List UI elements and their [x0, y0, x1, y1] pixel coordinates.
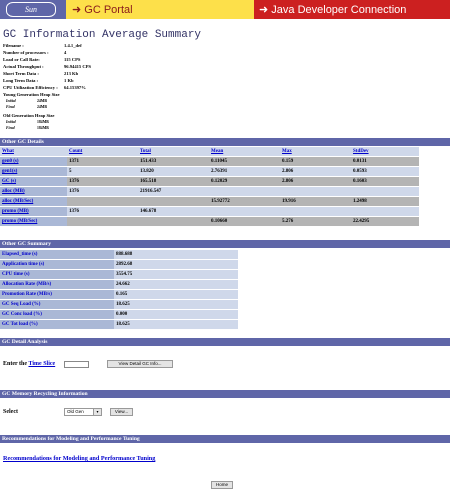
cell	[351, 187, 419, 197]
table-row	[0, 290, 238, 300]
section-other-gc-details: Other GC Details	[0, 138, 450, 146]
portal-nav[interactable]	[66, 0, 254, 19]
row-label-link[interactable]: promo (MB)	[2, 209, 29, 214]
time-slice-prefix: Enter the	[3, 361, 28, 367]
col-total[interactable]: Total	[138, 147, 209, 157]
table-row	[0, 260, 238, 270]
recommendations-link[interactable]: Recommendations for Modeling and Performance Tuning	[3, 455, 156, 462]
section-gc-detail-analysis: GC Detail Analysis	[0, 338, 450, 346]
summary-value: 18.625	[114, 300, 238, 310]
table-row	[0, 250, 238, 260]
col-count[interactable]: Count	[67, 147, 138, 157]
col-what[interactable]: What	[0, 147, 67, 157]
table-row	[0, 197, 419, 207]
sun-logo: Sun	[6, 2, 56, 17]
summary-label: GC Conc load (%)	[0, 310, 114, 320]
cell: 146.678	[138, 207, 209, 217]
col-max[interactable]: Max	[280, 147, 351, 157]
cell: 0.0593	[351, 167, 419, 177]
section-other-gc-summary: Other GC Summary	[0, 240, 450, 248]
cell: 13.820	[138, 167, 209, 177]
cell: 0.159	[280, 157, 351, 167]
table-row	[0, 310, 238, 320]
cell	[280, 207, 351, 217]
table-row	[0, 280, 238, 290]
time-slice-prompt	[3, 361, 55, 367]
row-label-link[interactable]: alloc (MB)	[2, 189, 25, 194]
cell: 2.806	[280, 177, 351, 187]
summary-value: 888.688	[114, 250, 238, 260]
cell: 15.92772	[209, 197, 280, 207]
summary-value: 0.165	[114, 290, 238, 300]
summary-value: 24.662	[114, 280, 238, 290]
summary-label: GC Tot load (%)	[0, 320, 114, 330]
top-banner	[0, 0, 450, 19]
summary-value: 18.625	[114, 320, 238, 330]
table-header-row	[0, 147, 419, 157]
summary-label: GC Seq Load (%)	[0, 300, 114, 310]
jdc-nav[interactable]	[254, 0, 450, 19]
cell	[67, 197, 138, 207]
generation-select-value: Old Gen	[67, 409, 84, 414]
summary-label: Application time (s)	[0, 260, 114, 270]
view-memory-button[interactable]: View...	[110, 408, 133, 416]
row-label-link[interactable]: gen0 (s)	[2, 159, 19, 164]
cell: 5	[67, 167, 138, 177]
cell	[351, 207, 419, 217]
cell: 21916.547	[138, 187, 209, 197]
cell: 2.806	[280, 167, 351, 177]
cell: 19.916	[280, 197, 351, 207]
page-title: GC Information Average Summary	[3, 29, 202, 41]
cell: 0.10660	[209, 217, 280, 227]
cell: 1.2498	[351, 197, 419, 207]
table-row	[0, 207, 419, 217]
table-row	[0, 177, 419, 187]
cell: 1376	[67, 207, 138, 217]
cell: 0.11045	[209, 157, 280, 167]
cell: 0.0131	[351, 157, 419, 167]
cell: 22.4295	[351, 217, 419, 227]
logo-cell	[0, 0, 66, 19]
cell	[209, 207, 280, 217]
cell: 151.433	[138, 157, 209, 167]
summary-label: Allocation Rate (MB/s)	[0, 280, 114, 290]
summary-value: 2892.68	[114, 260, 238, 270]
cell: 5.276	[280, 217, 351, 227]
col-mean[interactable]: Mean	[209, 147, 280, 157]
time-slice-link[interactable]: Time Slice	[28, 361, 56, 367]
table-row	[0, 300, 238, 310]
table-row	[0, 157, 419, 167]
cell	[209, 187, 280, 197]
row-label-link[interactable]: GC (s)	[2, 179, 17, 184]
section-recommendations: Recommendations for Modeling and Performance Tuning	[0, 435, 450, 443]
summary-value: 0.000	[114, 310, 238, 320]
cell	[67, 217, 138, 227]
gc-details-table	[0, 147, 419, 227]
row-label-link[interactable]: alloc (MB/Sec)	[2, 199, 34, 204]
summary-value: 3554.75	[114, 270, 238, 280]
row-label-link[interactable]: promo (MB/Sec)	[2, 219, 38, 224]
summary-label: Promotion Rate (MB/s)	[0, 290, 114, 300]
summary-label: CPU time (s)	[0, 270, 114, 280]
cell	[280, 187, 351, 197]
gc-portal-link[interactable]: ➜ GC Portal	[72, 4, 133, 16]
cell: 0.1603	[351, 177, 419, 187]
table-row	[0, 270, 238, 280]
home-button[interactable]: Home	[211, 481, 233, 489]
gc-summary-table	[0, 250, 238, 330]
cell	[138, 217, 209, 227]
section-gc-memory-recycling: GC Memory Recycling Information	[0, 390, 450, 398]
summary-label: Elapsed_time (s)	[0, 250, 114, 260]
cell: 1376	[67, 187, 138, 197]
cell	[138, 197, 209, 207]
cell: 0.12029	[209, 177, 280, 187]
generation-select[interactable]	[64, 408, 102, 416]
table-row	[0, 167, 419, 177]
view-detail-gc-info-button[interactable]: View Detail GC Info...	[107, 360, 173, 368]
row-label-link[interactable]: gen1(s)	[2, 169, 18, 174]
cell: 1376	[67, 177, 138, 187]
time-slice-input[interactable]	[64, 361, 89, 368]
cell: 1371	[67, 157, 138, 167]
java-developer-connection-link[interactable]: ➜ Java Developer Connection	[259, 4, 407, 16]
cell: 2.76391	[209, 167, 280, 177]
table-row	[0, 320, 238, 330]
table-row	[0, 187, 419, 197]
chevron-down-icon: ▾	[93, 409, 101, 415]
memory-select-label: Select	[3, 409, 18, 415]
col-stddev[interactable]: StdDev	[351, 147, 419, 157]
table-row	[0, 217, 419, 227]
cell: 165.518	[138, 177, 209, 187]
